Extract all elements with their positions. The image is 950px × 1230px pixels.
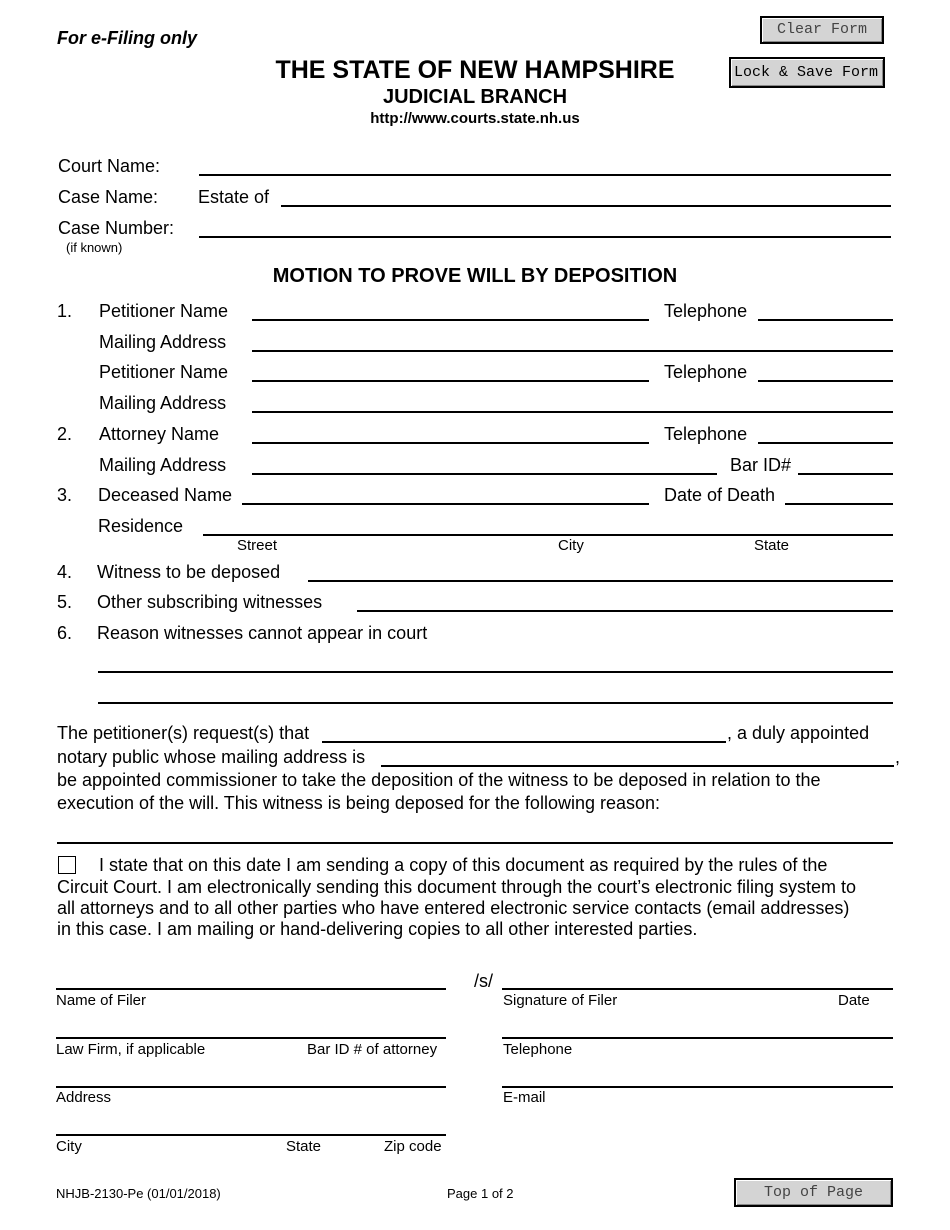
- residence-field[interactable]: [203, 534, 893, 536]
- request-text-3: be appointed commissioner to take the deposition of the witness to be deposed in relation to the: [57, 770, 821, 790]
- statement-line-1: I state that on this date I am sending a copy of this document as required by the rules of the: [99, 855, 828, 875]
- deceased-name-label: Deceased Name: [98, 485, 233, 505]
- filer-email-label: E-mail: [503, 1089, 546, 1106]
- item-number: 5.: [57, 592, 73, 612]
- item-number: 6.: [57, 623, 73, 643]
- branch-title: JUDICIAL BRANCH: [382, 86, 568, 108]
- request-text-2b: ,: [895, 747, 901, 767]
- name-of-filer-field[interactable]: [56, 988, 446, 990]
- request-text-2a: notary public whose mailing address is: [57, 747, 366, 767]
- state-caption: State: [754, 537, 790, 554]
- mailing-address-field-2[interactable]: [252, 411, 893, 413]
- certify-checkbox[interactable]: [58, 856, 76, 874]
- filer-address-field[interactable]: [56, 1086, 446, 1088]
- attorney-telephone-field[interactable]: [758, 442, 893, 444]
- attorney-name-field[interactable]: [252, 442, 649, 444]
- filer-address-label: Address: [56, 1089, 112, 1106]
- bar-id-field[interactable]: [798, 473, 893, 475]
- notary-name-field[interactable]: [322, 741, 726, 743]
- attorney-telephone-label: Telephone: [664, 424, 748, 444]
- city-caption: City: [558, 537, 584, 554]
- petitioner-name-field-2[interactable]: [252, 380, 649, 382]
- signature-field[interactable]: [502, 988, 893, 990]
- state-title: THE STATE OF NEW HAMPSHIRE: [275, 56, 675, 84]
- clear-form-button[interactable]: Clear Form: [760, 16, 884, 44]
- bar-id-attorney-label: Bar ID # of attorney: [307, 1041, 438, 1058]
- petitioner-name-label: Petitioner Name: [99, 301, 229, 321]
- date-of-death-label: Date of Death: [664, 485, 776, 505]
- petitioner-name-label-2: Petitioner Name: [99, 362, 229, 382]
- case-name-field[interactable]: [281, 205, 891, 207]
- witness-deposed-field[interactable]: [308, 580, 893, 582]
- other-witnesses-label: Other subscribing witnesses: [97, 592, 323, 612]
- if-known-note: (if known): [66, 240, 123, 255]
- filer-email-field[interactable]: [502, 1086, 893, 1088]
- date-label: Date: [838, 992, 870, 1009]
- bar-id-label: Bar ID#: [730, 455, 792, 475]
- estate-of-label: Estate of: [198, 187, 270, 207]
- item-number: 2.: [57, 424, 73, 444]
- signature-of-filer-label: Signature of Filer: [503, 992, 618, 1009]
- filer-state-label: State: [286, 1138, 322, 1155]
- item-number: 1.: [57, 301, 73, 321]
- form-id: NHJB-2130-Pe (01/01/2018): [56, 1186, 221, 1201]
- reason-field-line-2[interactable]: [98, 702, 893, 704]
- top-of-page-button[interactable]: Top of Page: [734, 1178, 893, 1207]
- petitioner-name-field[interactable]: [252, 319, 649, 321]
- notary-address-field[interactable]: [381, 765, 894, 767]
- mailing-address-field[interactable]: [252, 350, 893, 352]
- law-firm-field[interactable]: [56, 1037, 446, 1039]
- name-of-filer-label: Name of Filer: [56, 992, 147, 1009]
- witness-deposed-label: Witness to be deposed: [97, 562, 281, 582]
- statement-line-2: Circuit Court. I am electronically sending this document through the court’s electronic filing system to: [57, 877, 857, 897]
- statement-line-3: all attorneys and to all other parties who have entered electronic service contacts (email addresses): [57, 898, 850, 918]
- court-url: http://www.courts.state.nh.us: [370, 110, 580, 127]
- item-number: 3.: [57, 485, 73, 505]
- request-text-1b: , a duly appointed: [727, 723, 870, 743]
- page-number: Page 1 of 2: [447, 1186, 514, 1201]
- deceased-name-field[interactable]: [242, 503, 649, 505]
- request-text-1a: The petitioner(s) request(s) that: [57, 723, 310, 743]
- item-number: 4.: [57, 562, 73, 582]
- slash-s-label: /s/: [474, 971, 494, 991]
- case-number-label: Case Number:: [58, 218, 175, 238]
- telephone-field[interactable]: [758, 319, 893, 321]
- residence-label: Residence: [98, 516, 184, 536]
- statement-line-4: in this case. I am mailing or hand-delivering copies to all other interested parties.: [57, 919, 698, 939]
- law-firm-label: Law Firm, if applicable: [56, 1041, 206, 1058]
- city-state-zip-field[interactable]: [56, 1134, 446, 1136]
- reason-field-line-1[interactable]: [98, 671, 893, 673]
- court-name-field[interactable]: [199, 174, 891, 176]
- street-caption: Street: [237, 537, 278, 554]
- filer-zip-label: Zip code: [384, 1138, 442, 1155]
- filer-telephone-label: Telephone: [503, 1041, 573, 1058]
- court-name-label: Court Name:: [58, 156, 161, 176]
- date-of-death-field[interactable]: [785, 503, 893, 505]
- attorney-name-label: Attorney Name: [99, 424, 220, 444]
- mailing-address-label-2: Mailing Address: [99, 393, 227, 413]
- case-number-field[interactable]: [199, 236, 891, 238]
- reason-label: Reason witnesses cannot appear in court: [97, 623, 428, 643]
- attorney-address-field[interactable]: [252, 473, 717, 475]
- other-witnesses-field[interactable]: [357, 610, 893, 612]
- deposition-reason-field[interactable]: [57, 842, 893, 844]
- form-title: MOTION TO PROVE WILL BY DEPOSITION: [272, 265, 678, 287]
- attorney-address-label: Mailing Address: [99, 455, 227, 475]
- filer-telephone-field[interactable]: [502, 1037, 893, 1039]
- telephone-label: Telephone: [664, 301, 748, 321]
- mailing-address-label: Mailing Address: [99, 332, 227, 352]
- telephone-field-2[interactable]: [758, 380, 893, 382]
- efiling-note: For e-Filing only: [57, 28, 197, 48]
- filer-city-label: City: [56, 1138, 82, 1155]
- telephone-label-2: Telephone: [664, 362, 748, 382]
- request-text-4: execution of the will. This witness is being deposed for the following reason:: [57, 793, 661, 813]
- lock-save-button[interactable]: Lock & Save Form: [729, 57, 885, 88]
- case-name-label: Case Name:: [58, 187, 159, 207]
